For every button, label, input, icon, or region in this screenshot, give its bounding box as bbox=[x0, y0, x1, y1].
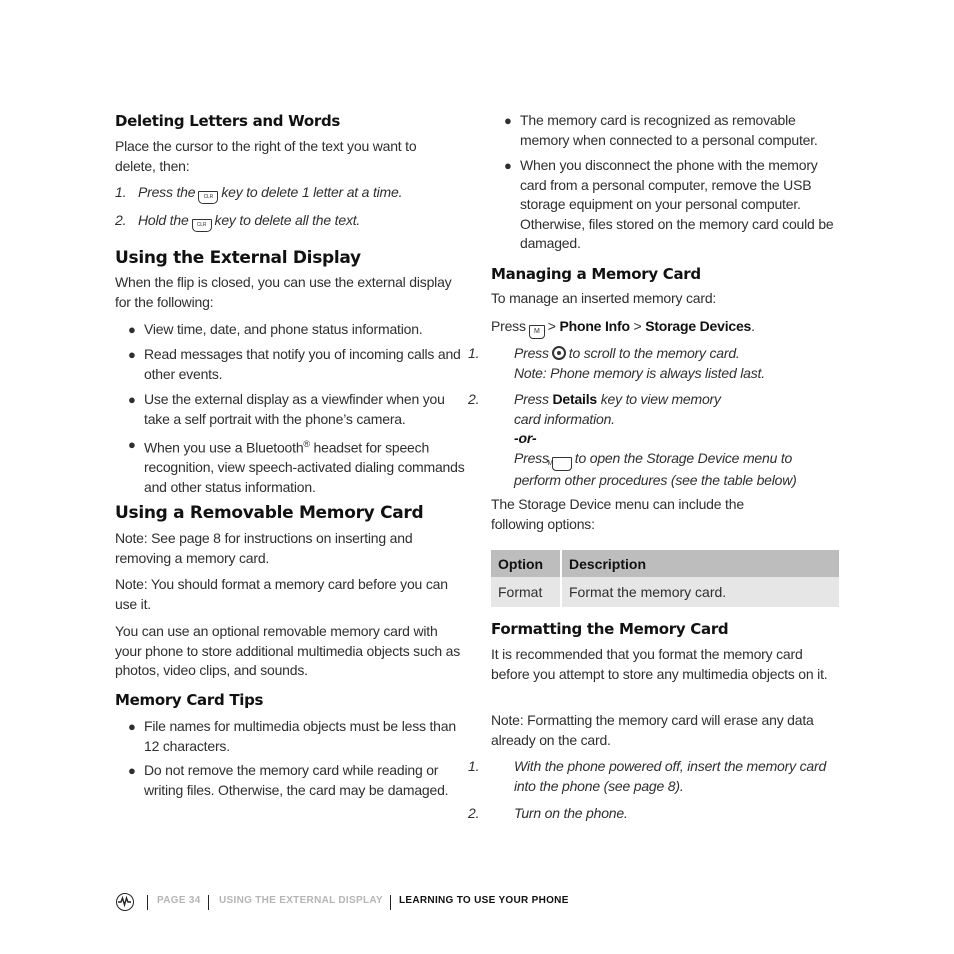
managing-intro: To manage an inserted memory card: bbox=[491, 290, 717, 306]
footer-page-number: PAGE 34 bbox=[157, 895, 201, 906]
heading-managing: Managing a Memory Card bbox=[491, 265, 701, 283]
removable-paragraph: You can use an optional removable memory card with your phone to store additional multimedia objects such as photos, video clips, and sounds. bbox=[115, 623, 461, 678]
footer-divider bbox=[390, 895, 391, 910]
external-bullet-3: ● Use the external display as a viewfinder when you take a self portrait with the phone’s camera. bbox=[128, 391, 445, 427]
external-intro: When the flip is closed, you can use the external display for the following: bbox=[115, 274, 452, 310]
memory-bullet-1: ● The memory card is recognized as removable memory when connected to a personal computer. bbox=[504, 112, 818, 148]
heading-deleting: Deleting Letters and Words bbox=[115, 112, 341, 130]
nav-key-icon bbox=[552, 346, 566, 360]
formatting-step-2: 2. Turn on the phone. bbox=[468, 805, 628, 821]
footer-divider bbox=[208, 895, 209, 910]
tips-bullet-2: ● Do not remove the memory card while reading or writing files. Otherwise, the card may be damaged. bbox=[128, 762, 449, 798]
brand-logo-icon bbox=[116, 893, 134, 911]
removable-note-2: Note: You should format a memory card before you can use it. bbox=[115, 576, 448, 612]
column-header-description: Description bbox=[561, 550, 839, 577]
heading-formatting: Formatting the Memory Card bbox=[491, 620, 729, 638]
table-row bbox=[491, 577, 839, 607]
managing-step-2: 2. Press Details key to view memory card information. -or- PressM to open the Storage Device menu to perform other procedures (see the table below) bbox=[468, 391, 797, 488]
deleting-intro: Place the cursor to the right of the text you want to delete, then: bbox=[115, 138, 417, 174]
footer-divider bbox=[147, 895, 148, 910]
table-header-row bbox=[491, 550, 839, 577]
managing-step-1: 1. Press to scroll to the memory card. Note: Phone memory is always listed last. bbox=[468, 345, 765, 381]
external-bullet-1: ● View time, date, and phone status information. bbox=[128, 321, 423, 337]
external-bullet-2: ● Read messages that notify you of incoming calls and other events. bbox=[128, 346, 461, 382]
footer-chapter: LEARNING TO USE YOUR PHONE bbox=[399, 895, 569, 906]
description-cell: Format the memory card. bbox=[561, 577, 839, 607]
menu-key-icon: M bbox=[529, 325, 545, 339]
formatting-paragraph: It is recommended that you format the memory card before you attempt to store any multimedia objects on it. bbox=[491, 646, 828, 682]
option-cell: Format bbox=[491, 577, 561, 607]
column-header-option: Option bbox=[491, 550, 561, 577]
options-intro: The Storage Device menu can include the following options: bbox=[491, 496, 744, 532]
removable-note-1: Note: See page 8 for instructions on inserting and removing a memory card. bbox=[115, 530, 413, 566]
external-bullet-4: ● When you use a Bluetooth® headset for speech recognition, view speech-activated dialing commands and other status information. bbox=[128, 437, 465, 495]
deleting-step-2: 2. Hold the CLR key to delete all the text. bbox=[115, 211, 360, 232]
formatting-note: Note: Formatting the memory card will erase any data already on the card. bbox=[491, 712, 814, 748]
heading-external-display: Using the External Display bbox=[115, 248, 361, 268]
formatting-step-1: 1. With the phone powered off, insert the memory card into the phone (see page 8). bbox=[468, 758, 827, 794]
footer-section: USING THE EXTERNAL DISPLAY bbox=[219, 895, 383, 906]
page-footer bbox=[0, 893, 954, 913]
deleting-step-1: 1. Press the CLR key to delete 1 letter at a time. bbox=[115, 183, 402, 204]
tips-bullet-1: ● File names for multimedia objects must be less than 12 characters. bbox=[128, 718, 456, 754]
options-table bbox=[491, 550, 839, 607]
memory-bullet-2: ● When you disconnect the phone with the memory card from a personal computer, remove the USB storage equipment on your personal computer. Otherwise, files stored on the memory card could be damaged. bbox=[504, 157, 834, 251]
managing-menu-path: Press M > Phone Info > Storage Devices. bbox=[491, 317, 755, 339]
clr-key-icon: CLR bbox=[198, 191, 218, 204]
menu-key-icon: M bbox=[552, 457, 572, 471]
heading-removable-card: Using a Removable Memory Card bbox=[115, 503, 424, 523]
clr-key-icon: CLR bbox=[192, 219, 212, 232]
heading-card-tips: Memory Card Tips bbox=[115, 691, 264, 709]
